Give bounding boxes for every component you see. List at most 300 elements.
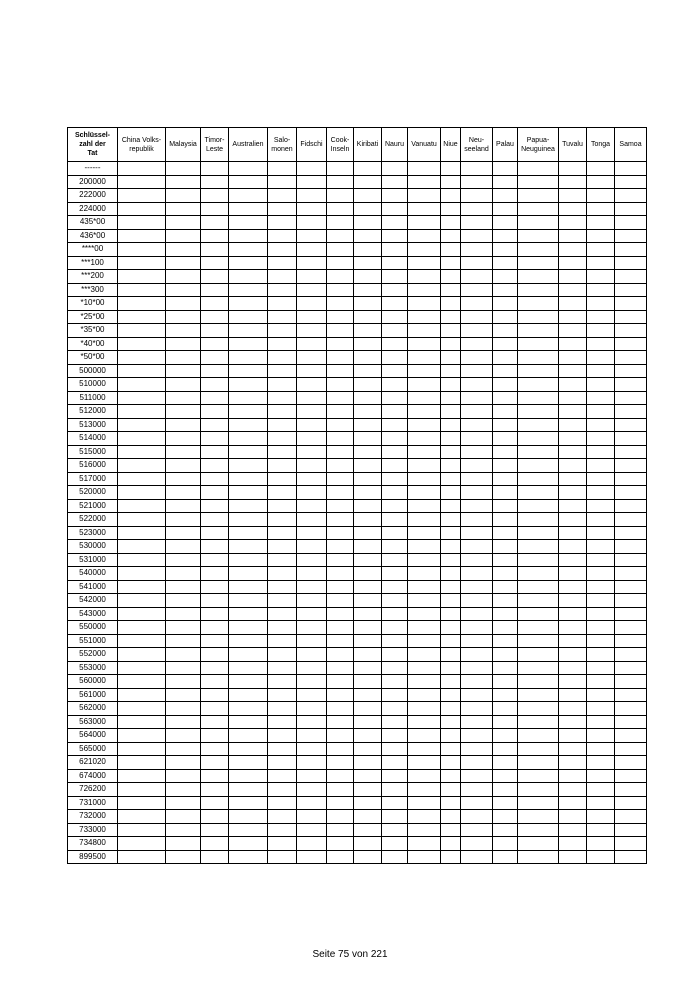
empty-value-cell (559, 634, 587, 648)
country-column-header: China Volks- republik (118, 128, 166, 162)
country-column-header: Malaysia (166, 128, 201, 162)
empty-value-cell (166, 432, 201, 446)
empty-value-cell (408, 769, 441, 783)
empty-value-cell (166, 297, 201, 311)
empty-value-cell (297, 405, 327, 419)
empty-value-cell (587, 499, 615, 513)
empty-value-cell (382, 459, 408, 473)
empty-value-cell (354, 256, 382, 270)
empty-value-cell (201, 202, 229, 216)
empty-value-cell (559, 405, 587, 419)
empty-value-cell (297, 175, 327, 189)
empty-value-cell (229, 648, 268, 662)
empty-value-cell (587, 661, 615, 675)
empty-value-cell (493, 742, 518, 756)
empty-value-cell (354, 837, 382, 851)
table-row (68, 715, 647, 729)
empty-value-cell (297, 648, 327, 662)
table-row (68, 459, 647, 473)
empty-value-cell (461, 837, 493, 851)
empty-value-cell (441, 216, 461, 230)
empty-value-cell (354, 337, 382, 351)
empty-value-cell (201, 445, 229, 459)
empty-value-cell (493, 796, 518, 810)
empty-value-cell (201, 702, 229, 716)
empty-value-cell (559, 553, 587, 567)
empty-value-cell (201, 850, 229, 864)
empty-value-cell (166, 580, 201, 594)
empty-value-cell (268, 769, 297, 783)
empty-value-cell (229, 324, 268, 338)
empty-value-cell (587, 351, 615, 365)
empty-value-cell (327, 445, 354, 459)
empty-value-cell (118, 243, 166, 257)
empty-value-cell (615, 202, 647, 216)
empty-value-cell (559, 486, 587, 500)
empty-value-cell (268, 837, 297, 851)
empty-value-cell (382, 567, 408, 581)
empty-value-cell (229, 526, 268, 540)
empty-value-cell (354, 621, 382, 635)
offense-key-cell: 513000 (68, 418, 118, 432)
empty-value-cell (382, 526, 408, 540)
empty-value-cell (461, 634, 493, 648)
empty-value-cell (615, 256, 647, 270)
empty-value-cell (493, 607, 518, 621)
empty-value-cell (461, 351, 493, 365)
empty-value-cell (461, 783, 493, 797)
empty-value-cell (229, 567, 268, 581)
empty-value-cell (559, 283, 587, 297)
empty-value-cell (493, 729, 518, 743)
empty-value-cell (229, 594, 268, 608)
offense-key-cell: 520000 (68, 486, 118, 500)
empty-value-cell (518, 688, 559, 702)
empty-value-cell (493, 162, 518, 176)
table-row (68, 310, 647, 324)
empty-value-cell (587, 229, 615, 243)
empty-value-cell (201, 216, 229, 230)
empty-value-cell (461, 216, 493, 230)
empty-value-cell (587, 378, 615, 392)
empty-value-cell (229, 202, 268, 216)
empty-value-cell (587, 553, 615, 567)
empty-value-cell (441, 783, 461, 797)
empty-value-cell (268, 810, 297, 824)
empty-value-cell (493, 810, 518, 824)
table-row (68, 418, 647, 432)
empty-value-cell (493, 567, 518, 581)
empty-value-cell (118, 256, 166, 270)
empty-value-cell (229, 337, 268, 351)
empty-value-cell (461, 418, 493, 432)
empty-value-cell (461, 189, 493, 203)
offense-key-cell: 436*00 (68, 229, 118, 243)
empty-value-cell (297, 607, 327, 621)
empty-value-cell (408, 378, 441, 392)
empty-value-cell (354, 756, 382, 770)
empty-value-cell (587, 796, 615, 810)
empty-value-cell (229, 297, 268, 311)
offense-key-cell: 543000 (68, 607, 118, 621)
empty-value-cell (518, 796, 559, 810)
empty-value-cell (229, 310, 268, 324)
empty-value-cell (559, 324, 587, 338)
empty-value-cell (166, 540, 201, 554)
empty-value-cell (118, 337, 166, 351)
empty-value-cell (518, 756, 559, 770)
empty-value-cell (268, 351, 297, 365)
empty-value-cell (408, 688, 441, 702)
empty-value-cell (354, 445, 382, 459)
empty-value-cell (518, 324, 559, 338)
empty-value-cell (518, 405, 559, 419)
offense-key-cell: 522000 (68, 513, 118, 527)
empty-value-cell (118, 702, 166, 716)
empty-value-cell (408, 580, 441, 594)
empty-value-cell (461, 310, 493, 324)
country-column-header: Neu- seeland (461, 128, 493, 162)
empty-value-cell (297, 229, 327, 243)
empty-value-cell (518, 837, 559, 851)
empty-value-cell (493, 229, 518, 243)
empty-value-cell (559, 567, 587, 581)
empty-value-cell (493, 850, 518, 864)
country-column-header: Salo- monen (268, 128, 297, 162)
empty-value-cell (461, 297, 493, 311)
empty-value-cell (408, 283, 441, 297)
empty-value-cell (118, 202, 166, 216)
empty-value-cell (382, 648, 408, 662)
country-column-header: Kiribati (354, 128, 382, 162)
empty-value-cell (354, 769, 382, 783)
empty-value-cell (118, 634, 166, 648)
empty-value-cell (201, 175, 229, 189)
empty-value-cell (408, 702, 441, 716)
table-row (68, 783, 647, 797)
empty-value-cell (518, 229, 559, 243)
empty-value-cell (461, 688, 493, 702)
empty-value-cell (382, 310, 408, 324)
empty-value-cell (166, 688, 201, 702)
empty-value-cell (166, 324, 201, 338)
empty-value-cell (587, 459, 615, 473)
country-column-header: Papua- Neuguinea (518, 128, 559, 162)
empty-value-cell (201, 162, 229, 176)
empty-value-cell (327, 175, 354, 189)
empty-value-cell (354, 607, 382, 621)
empty-value-cell (166, 783, 201, 797)
empty-value-cell (382, 391, 408, 405)
empty-value-cell (201, 580, 229, 594)
empty-value-cell (615, 526, 647, 540)
empty-value-cell (559, 189, 587, 203)
empty-value-cell (382, 175, 408, 189)
empty-value-cell (297, 850, 327, 864)
empty-value-cell (382, 715, 408, 729)
empty-value-cell (518, 486, 559, 500)
empty-value-cell (441, 175, 461, 189)
empty-value-cell (441, 229, 461, 243)
empty-value-cell (461, 621, 493, 635)
empty-value-cell (587, 216, 615, 230)
empty-value-cell (201, 405, 229, 419)
empty-value-cell (268, 580, 297, 594)
empty-value-cell (441, 472, 461, 486)
empty-value-cell (166, 283, 201, 297)
empty-value-cell (354, 283, 382, 297)
empty-value-cell (382, 499, 408, 513)
empty-value-cell (201, 256, 229, 270)
table-row (68, 162, 647, 176)
empty-value-cell (408, 823, 441, 837)
table-row (68, 810, 647, 824)
empty-value-cell (201, 499, 229, 513)
empty-value-cell (587, 688, 615, 702)
empty-value-cell (587, 850, 615, 864)
empty-value-cell (615, 769, 647, 783)
empty-value-cell (118, 283, 166, 297)
table-row (68, 769, 647, 783)
empty-value-cell (118, 661, 166, 675)
table-row (68, 742, 647, 756)
empty-value-cell (408, 526, 441, 540)
empty-value-cell (297, 364, 327, 378)
empty-value-cell (587, 823, 615, 837)
empty-value-cell (327, 418, 354, 432)
empty-value-cell (518, 607, 559, 621)
empty-value-cell (559, 594, 587, 608)
table-row (68, 216, 647, 230)
empty-value-cell (493, 337, 518, 351)
empty-value-cell (559, 702, 587, 716)
empty-value-cell (354, 540, 382, 554)
empty-value-cell (201, 742, 229, 756)
empty-value-cell (327, 729, 354, 743)
empty-value-cell (493, 837, 518, 851)
table-row (68, 648, 647, 662)
table-row (68, 621, 647, 635)
empty-value-cell (166, 675, 201, 689)
empty-value-cell (518, 553, 559, 567)
empty-value-cell (441, 688, 461, 702)
empty-value-cell (297, 526, 327, 540)
table-row (68, 297, 647, 311)
empty-value-cell (493, 580, 518, 594)
empty-value-cell (382, 756, 408, 770)
empty-value-cell (201, 729, 229, 743)
empty-value-cell (268, 418, 297, 432)
empty-value-cell (201, 513, 229, 527)
empty-value-cell (493, 459, 518, 473)
empty-value-cell (118, 796, 166, 810)
empty-value-cell (229, 553, 268, 567)
empty-value-cell (297, 445, 327, 459)
empty-value-cell (615, 783, 647, 797)
table-row (68, 256, 647, 270)
empty-value-cell (493, 270, 518, 284)
empty-value-cell (461, 378, 493, 392)
empty-value-cell (441, 756, 461, 770)
empty-value-cell (118, 459, 166, 473)
empty-value-cell (615, 472, 647, 486)
empty-value-cell (441, 796, 461, 810)
empty-value-cell (461, 729, 493, 743)
empty-value-cell (382, 810, 408, 824)
empty-value-cell (268, 567, 297, 581)
empty-value-cell (268, 243, 297, 257)
empty-value-cell (229, 756, 268, 770)
empty-value-cell (559, 364, 587, 378)
empty-value-cell (166, 243, 201, 257)
empty-value-cell (441, 432, 461, 446)
empty-value-cell (615, 850, 647, 864)
empty-value-cell (354, 850, 382, 864)
empty-value-cell (382, 783, 408, 797)
empty-value-cell (229, 661, 268, 675)
offense-key-cell: 514000 (68, 432, 118, 446)
empty-value-cell (461, 702, 493, 716)
empty-value-cell (408, 418, 441, 432)
empty-value-cell (587, 634, 615, 648)
empty-value-cell (297, 486, 327, 500)
empty-value-cell (518, 351, 559, 365)
empty-value-cell (441, 513, 461, 527)
empty-value-cell (559, 432, 587, 446)
empty-value-cell (118, 850, 166, 864)
table-row (68, 756, 647, 770)
empty-value-cell (518, 243, 559, 257)
empty-value-cell (493, 486, 518, 500)
empty-value-cell (229, 270, 268, 284)
empty-value-cell (354, 513, 382, 527)
empty-value-cell (382, 796, 408, 810)
offense-key-cell: 500000 (68, 364, 118, 378)
empty-value-cell (118, 310, 166, 324)
offense-key-cell: *25*00 (68, 310, 118, 324)
empty-value-cell (587, 702, 615, 716)
empty-value-cell (297, 661, 327, 675)
empty-value-cell (615, 486, 647, 500)
country-column-header: Cook- Inseln (327, 128, 354, 162)
empty-value-cell (441, 243, 461, 257)
empty-value-cell (268, 513, 297, 527)
empty-value-cell (461, 364, 493, 378)
empty-value-cell (327, 405, 354, 419)
empty-value-cell (461, 648, 493, 662)
empty-value-cell (201, 283, 229, 297)
empty-value-cell (441, 270, 461, 284)
table-row (68, 567, 647, 581)
empty-value-cell (587, 324, 615, 338)
offense-key-cell: 563000 (68, 715, 118, 729)
empty-value-cell (229, 715, 268, 729)
empty-value-cell (354, 405, 382, 419)
empty-value-cell (408, 648, 441, 662)
offense-key-country-table (67, 127, 647, 864)
empty-value-cell (441, 337, 461, 351)
empty-value-cell (268, 675, 297, 689)
empty-value-cell (441, 391, 461, 405)
empty-value-cell (297, 634, 327, 648)
empty-value-cell (268, 648, 297, 662)
empty-value-cell (382, 364, 408, 378)
empty-value-cell (382, 189, 408, 203)
empty-value-cell (229, 283, 268, 297)
empty-value-cell (327, 742, 354, 756)
empty-value-cell (118, 189, 166, 203)
empty-value-cell (615, 702, 647, 716)
empty-value-cell (297, 432, 327, 446)
empty-value-cell (201, 297, 229, 311)
empty-value-cell (518, 580, 559, 594)
empty-value-cell (408, 445, 441, 459)
empty-value-cell (354, 270, 382, 284)
empty-value-cell (297, 823, 327, 837)
empty-value-cell (408, 324, 441, 338)
empty-value-cell (441, 418, 461, 432)
empty-value-cell (268, 688, 297, 702)
empty-value-cell (587, 675, 615, 689)
empty-value-cell (518, 675, 559, 689)
empty-value-cell (382, 621, 408, 635)
empty-value-cell (118, 391, 166, 405)
empty-value-cell (461, 486, 493, 500)
empty-value-cell (493, 540, 518, 554)
empty-value-cell (201, 796, 229, 810)
table-row (68, 432, 647, 446)
empty-value-cell (297, 837, 327, 851)
empty-value-cell (441, 810, 461, 824)
empty-value-cell (615, 756, 647, 770)
empty-value-cell (493, 661, 518, 675)
empty-value-cell (201, 418, 229, 432)
empty-value-cell (118, 364, 166, 378)
empty-value-cell (382, 472, 408, 486)
empty-value-cell (441, 297, 461, 311)
empty-value-cell (615, 283, 647, 297)
empty-value-cell (297, 553, 327, 567)
empty-value-cell (118, 297, 166, 311)
empty-value-cell (615, 715, 647, 729)
empty-value-cell (408, 432, 441, 446)
empty-value-cell (587, 648, 615, 662)
empty-value-cell (118, 378, 166, 392)
empty-value-cell (408, 715, 441, 729)
empty-value-cell (493, 202, 518, 216)
empty-value-cell (587, 742, 615, 756)
empty-value-cell (382, 823, 408, 837)
empty-value-cell (461, 675, 493, 689)
empty-value-cell (166, 837, 201, 851)
empty-value-cell (327, 688, 354, 702)
empty-value-cell (327, 432, 354, 446)
empty-value-cell (354, 310, 382, 324)
empty-value-cell (166, 486, 201, 500)
empty-value-cell (408, 675, 441, 689)
table-row (68, 540, 647, 554)
empty-value-cell (327, 256, 354, 270)
empty-value-cell (118, 648, 166, 662)
empty-value-cell (229, 472, 268, 486)
empty-value-cell (166, 189, 201, 203)
empty-value-cell (518, 310, 559, 324)
empty-value-cell (166, 769, 201, 783)
empty-value-cell (327, 526, 354, 540)
table-row (68, 594, 647, 608)
empty-value-cell (382, 688, 408, 702)
offense-key-cell: 731000 (68, 796, 118, 810)
